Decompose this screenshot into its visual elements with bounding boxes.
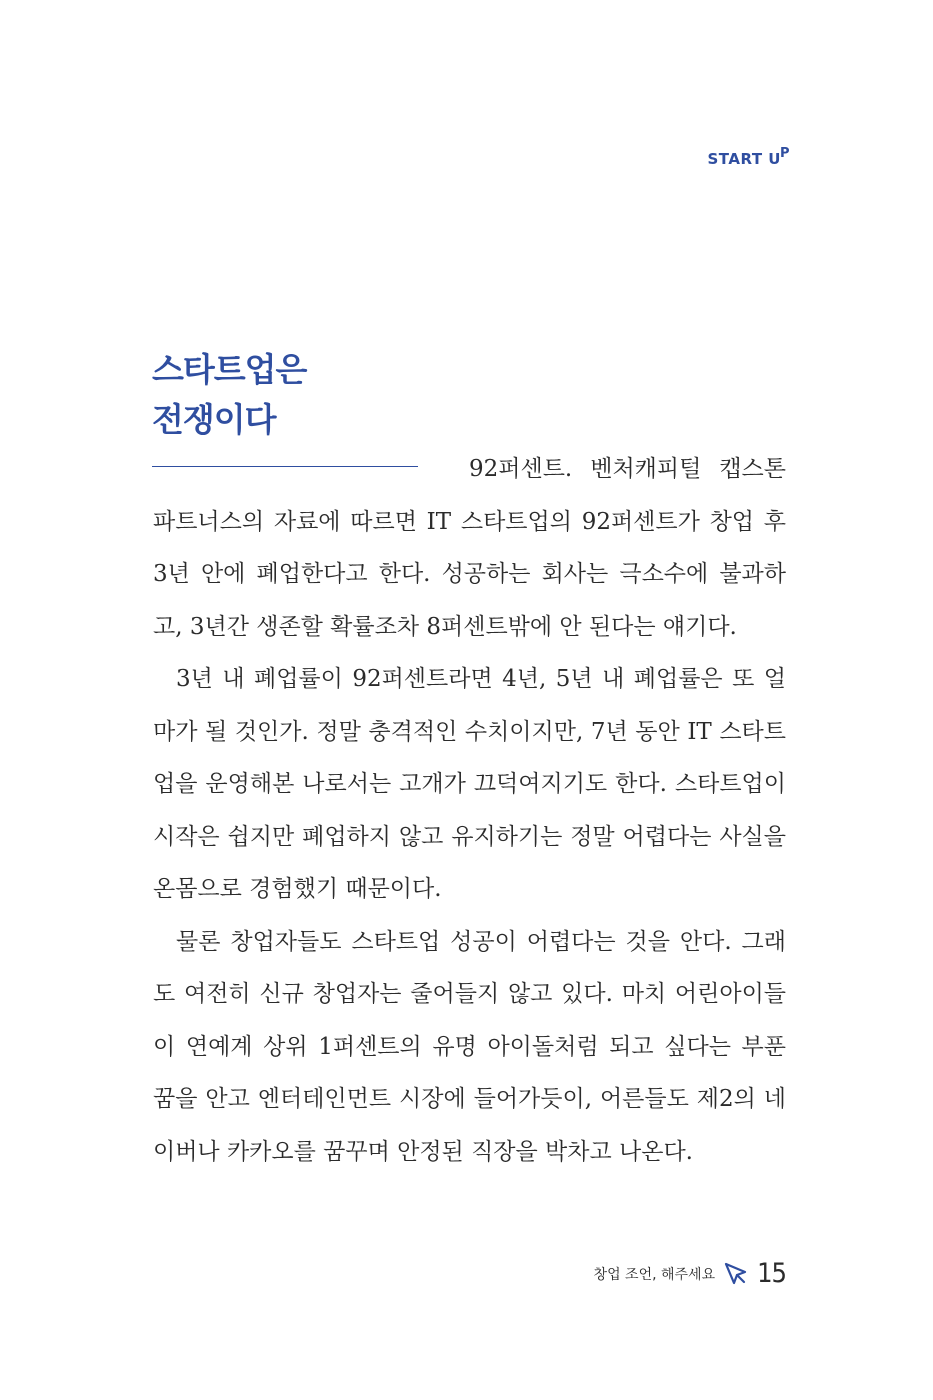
body-text	[153, 443, 786, 1178]
header-mark	[707, 146, 790, 168]
chapter-title-line-1: 스타트업은	[152, 350, 307, 389]
page-footer	[594, 1258, 786, 1289]
header-mark-text: START U	[707, 150, 781, 168]
chapter-title-line-2: 전쟁이다	[152, 400, 276, 439]
cursor-arrow-icon	[723, 1261, 749, 1287]
paragraph-3: 물론 창업자들도 스타트업 성공이 어렵다는 것을 안다. 그래도 여전히 신규 창업자는 줄어들지 않고 있다. 마치 어린아이들이 연예계 상위 1퍼센트의 유명 아이돌처럼 되고 싶다는 부푼 꿈을 안고 엔터테인먼트 시장에 들어가듯이, 어른들도 제2의 네이버나 카카오를 꿈꾸며 안정된 직장을 박차고 나온다.	[153, 928, 786, 1165]
footer-book-title: 창업 조언, 해주세요	[593, 1266, 716, 1283]
chapter-title	[152, 345, 306, 445]
paragraph-2: 3년 내 폐업률이 92퍼센트라면 4년, 5년 내 폐업률은 또 얼마가 될 것인가. 정말 충격적인 수치이지만, 7년 동안 IT 스타트업을 운영해본 나로서는 고개가 끄덕여지기도 한다. 스타트업이 시작은 쉽지만 폐업하지 않고 유지하기는 정말 어렵다는 사실을 온몸으로 경험했기 때문이다.	[153, 666, 786, 902]
page-number: 15	[757, 1258, 786, 1289]
paragraph-1: 92퍼센트. 벤처캐피털 캡스톤 파트너스의 자료에 따르면 IT 스타트업의 92퍼센트가 창업 후 3년 안에 폐업한다고 한다. 성공하는 회사는 극소수에 불과하고, 3년간 생존할 확률조차 8퍼센트밖에 안 된다는 얘기다.	[153, 456, 786, 640]
header-mark-raised-letter: P	[779, 146, 790, 161]
